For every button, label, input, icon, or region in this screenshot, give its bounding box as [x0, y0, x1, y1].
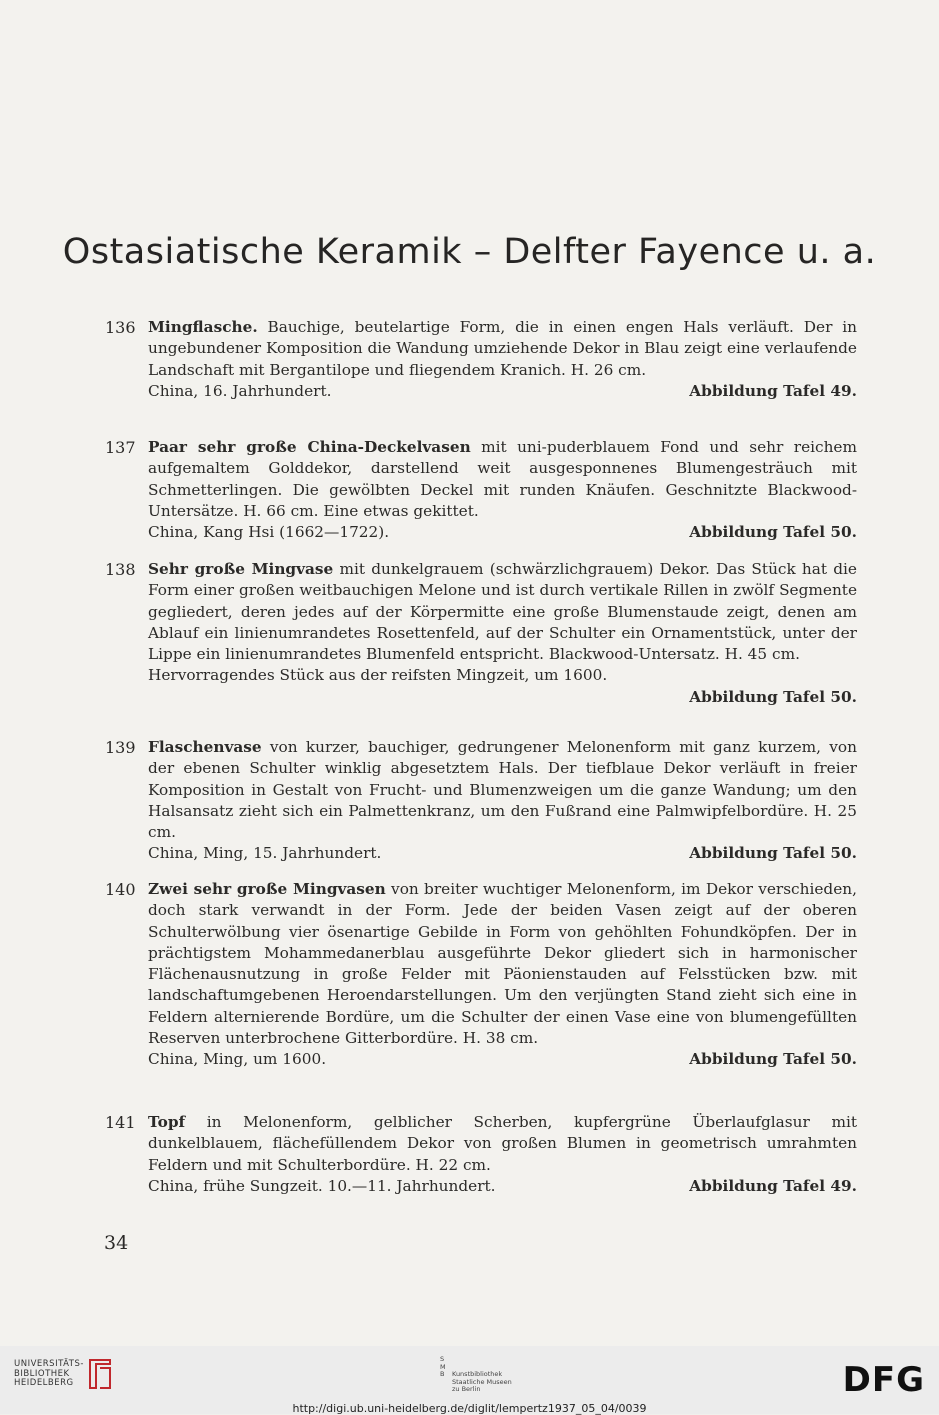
entry-title: Mingflasche. [148, 318, 258, 336]
entry-meta [148, 1049, 857, 1070]
catalog-entry [105, 317, 857, 402]
entry-title: Flaschenvase [148, 738, 262, 756]
kb-letter: B [440, 1370, 445, 1378]
entry-plate-reference: Abbildung Tafel 50. [689, 844, 857, 863]
entry-origin: China, Ming, um 1600. [148, 1050, 327, 1069]
kunstbibliothek-label [440, 1356, 512, 1394]
kb-line: zu Berlin [452, 1385, 481, 1393]
entry-number: 141 [105, 1113, 136, 1132]
university-line: BIBLIOTHEK [14, 1368, 70, 1379]
entry-meta [148, 1176, 857, 1197]
entry-origin: China, frühe Sungzeit. 10.—11. Jahrhundert. [148, 1176, 496, 1195]
entry-plate-reference: Abbildung Tafel 49. [689, 381, 857, 400]
entry-number: 137 [105, 438, 136, 457]
entry-title: Paar sehr große China-Deckelvasen [148, 438, 471, 456]
entry-description [148, 879, 857, 1049]
entry-number: 139 [105, 738, 136, 757]
entry-text: mit dunkelgrauem (schwärzlichgrauem) Dekor. Das Stück hat die Form einer großen weitbauchigen Melone und ist durch vertikale Rillen in zwölf Segmente gegliedert, deren jedes auf der Körpermitte eine große Blumenstaude zeigt, denen am Ablauf ein linienumrandetes Rosettenfeld, auf der Schulter ein Ornamentstück, unter der Lippe ein linienumrandetes Blumenfeld entspricht. Blackwood-Untersatz. H. 45 cm. [148, 560, 857, 664]
entry-origin: China, Ming, 15. Jahrhundert. [148, 844, 382, 863]
entry-origin: China, 16. Jahrhundert. [148, 381, 332, 400]
page-heading: Ostasiatische Keramik – Delfter Fayence u. a. [62, 232, 877, 272]
entry-number: 136 [105, 318, 136, 337]
entry-plate-reference: Abbildung Tafel 50. [689, 523, 857, 542]
entry-text: in Melonenform, gelblicher Scherben, kupfergrüne Überlaufglasur mit dunkelblauem, flächefüllendem Dekor von großen Blumen in geometrisch umrahmten Feldern und mit Schulterbordüre. H. 22 cm. [148, 1113, 857, 1174]
entry-description [148, 1112, 857, 1176]
dfg-logo: DFG [842, 1360, 925, 1400]
entry-text: von breiter wuchtiger Melonenform, im Dekor verschieden, doch stark verwandt in der Form. Jede der beiden Vasen zeigt auf der oberen Schulterwölbung vier ösenartige Gebilde in Form von gehöhlten Fohundköpfen. Der in prächtigstem Mohammedanerblau ausgeführte Dekor gliedert sich in harmonischer Flächenausnutzung in große Felder mit Päonienstauden auf Felsstücken bzw. mit landschaftumgebenen Heroendarstellungen. Um den verjüngten Stand zieht sich eine in Feldern alternierende Bordüre, um die Schulter der einen Vase eine von blumengefüllten Reserven unterbrochene Gitterbordüre. H. 38 cm. [148, 880, 857, 1048]
catalog-entry [105, 737, 857, 865]
catalog-entry [105, 437, 857, 543]
kb-letter [440, 1379, 446, 1387]
entry-text: mit uni-puderblauem Fond und sehr reichem aufgemaltem Golddekor, darstellend weit ausgesponnenes Blumengesträuch mit Schmetterlingen. Die gewölbten Deckel mit runden Knäufen. Geschnitzte Blackwood-Untersätze. H. 66 cm. Eine etwas gekittet. [148, 438, 857, 520]
university-logo-icon [86, 1356, 114, 1392]
entry-text: Bauchige, beutelartige Form, die in einen engen Hals verläuft. Der in ungebundener Komposition die Wandung umziehende Dekor in Blau zeigt eine verlaufende Landschaft mit Bergantilope und fliegendem Kranich. H. 26 cm. [148, 318, 857, 379]
entry-title: Zwei sehr große Mingvasen [148, 880, 386, 898]
page-number: 34 [104, 1232, 129, 1254]
kb-letter [440, 1386, 446, 1394]
entry-title: Sehr große Mingvase [148, 560, 334, 578]
kb-line: Staatliche Museen [452, 1377, 512, 1386]
entry-meta [148, 843, 857, 864]
entry-description [148, 559, 857, 665]
entry-plate-reference: Abbildung Tafel 49. [689, 1176, 857, 1195]
entry-origin: China, Kang Hsi (1662—1722). [148, 523, 390, 542]
entry-description [148, 317, 857, 381]
entry-description [148, 737, 857, 843]
entry-description [148, 437, 857, 522]
catalog-entry [105, 879, 857, 1071]
university-line: UNIVERSITÄTS- [14, 1359, 84, 1369]
entry-plate-reference: Abbildung Tafel 50. [689, 1050, 857, 1069]
entry-number: 138 [105, 560, 136, 579]
kb-letter: S [440, 1355, 445, 1363]
source-url[interactable]: http://digi.ub.uni-heidelberg.de/diglit/lempertz1937_05_04/0039 [292, 1402, 647, 1415]
entry-plate-reference: Abbildung Tafel 50. [689, 687, 857, 706]
catalog-entry [105, 1112, 857, 1197]
catalog-entry [105, 559, 857, 708]
entry-meta [148, 381, 857, 402]
kb-letter: M [440, 1362, 446, 1371]
university-library-label [14, 1360, 84, 1389]
entry-text: von kurzer, bauchiger, gedrungener Melonenform mit ganz kurzem, von der ebenen Schulter winklig abgesetztem Hals. Der tiefblaue Dekor verläuft in freier Komposition in Gestalt von Frucht- und Blumenzweigen um die ganze Wandung; um den Halsansatz zieht sich ein Palmettenkranz, um den Fußrand eine Palmwipfelbordüre. H. 25 cm. [148, 738, 857, 842]
entry-origin: Hervorragendes Stück aus der reifsten Mingzeit, um 1600. [148, 666, 608, 685]
entry-meta [148, 522, 857, 543]
university-line: HEIDELBERG [14, 1378, 74, 1388]
entry-number: 140 [105, 880, 136, 899]
entry-title: Topf [148, 1113, 186, 1131]
kb-line: Kunstbibliothek [452, 1370, 503, 1378]
